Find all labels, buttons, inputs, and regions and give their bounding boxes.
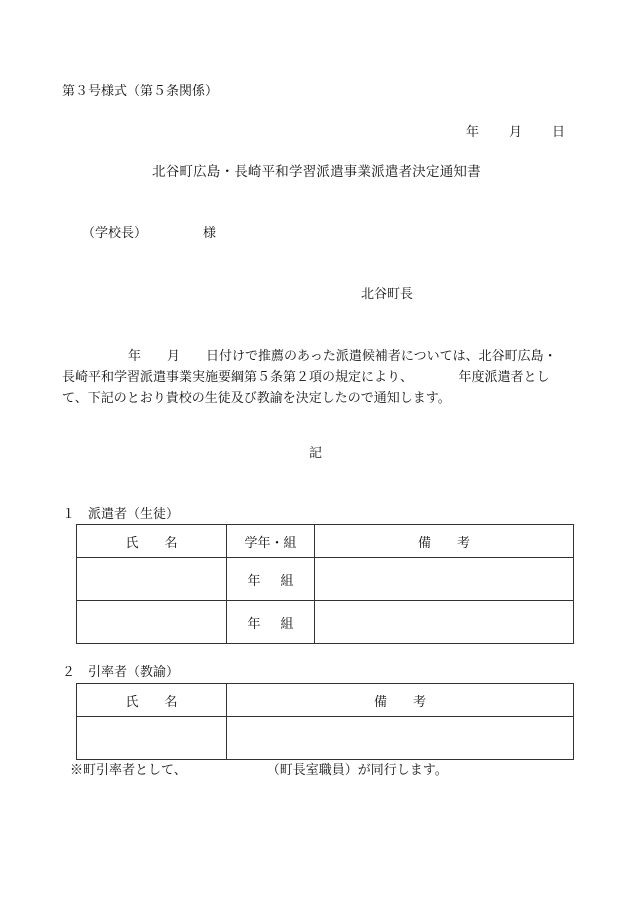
body-line-1: 年 月 日付けで推薦のあった派遣候補者については、北谷町広島・ <box>128 349 557 364</box>
date-line <box>466 126 565 139</box>
header-name: 氏 名 <box>77 525 227 558</box>
section-2-title: ２ 引率者（教諭） <box>62 665 180 680</box>
student-remarks-cell[interactable] <box>315 601 574 644</box>
header-name: 氏 名 <box>77 684 227 717</box>
table-row <box>77 601 574 644</box>
grade-class-label: 組 <box>280 616 294 632</box>
grade-year-label: 年 <box>247 616 261 632</box>
date-year: 年 <box>466 125 480 140</box>
student-grade-cell[interactable] <box>227 601 315 644</box>
table-row <box>77 717 574 760</box>
teacher-remarks-cell[interactable] <box>227 717 574 760</box>
escort-note <box>70 764 448 777</box>
document-title: 北谷町広島・長崎平和学習派遣事業派遣者決定通知書 <box>152 164 481 180</box>
student-remarks-cell[interactable] <box>315 558 574 601</box>
student-grade-cell[interactable] <box>227 558 315 601</box>
teachers-table-header <box>77 684 574 717</box>
body-line-2: 長崎平和学習派遣事業実施要綱第５条第２項の規定により、 年度派遣者とし <box>62 370 550 385</box>
form-number: 第３号様式（第５条関係） <box>62 84 219 99</box>
addressee-label: （学校長） <box>82 226 148 241</box>
grade-year-label: 年 <box>247 573 261 589</box>
note-suffix: （町長室職員）が同行します。 <box>266 763 448 778</box>
date-day: 日 <box>552 125 566 140</box>
section-1-title: １ 派遣者（生徒） <box>62 507 180 522</box>
ki-heading: 記 <box>309 446 323 461</box>
student-name-cell[interactable] <box>77 601 227 644</box>
note-prefix: ※町引率者として、 <box>70 763 187 778</box>
student-name-cell[interactable] <box>77 558 227 601</box>
students-table-header <box>77 525 574 558</box>
sender: 北谷町長 <box>361 287 414 302</box>
header-grade: 学年・組 <box>227 525 315 558</box>
header-remarks: 備 考 <box>227 684 574 717</box>
body-line-3: て、下記のとおり貴校の生徒及び教諭を決定したので通知します。 <box>62 391 451 406</box>
body-text <box>62 346 582 409</box>
table-row <box>77 558 574 601</box>
grade-class-label: 組 <box>280 573 294 589</box>
teachers-table <box>76 683 574 760</box>
header-remarks: 備 考 <box>315 525 574 558</box>
teacher-name-cell[interactable] <box>77 717 227 760</box>
addressee-honorific: 様 <box>203 226 217 241</box>
addressee <box>82 227 216 240</box>
students-table <box>76 524 574 644</box>
date-month: 月 <box>509 125 523 140</box>
